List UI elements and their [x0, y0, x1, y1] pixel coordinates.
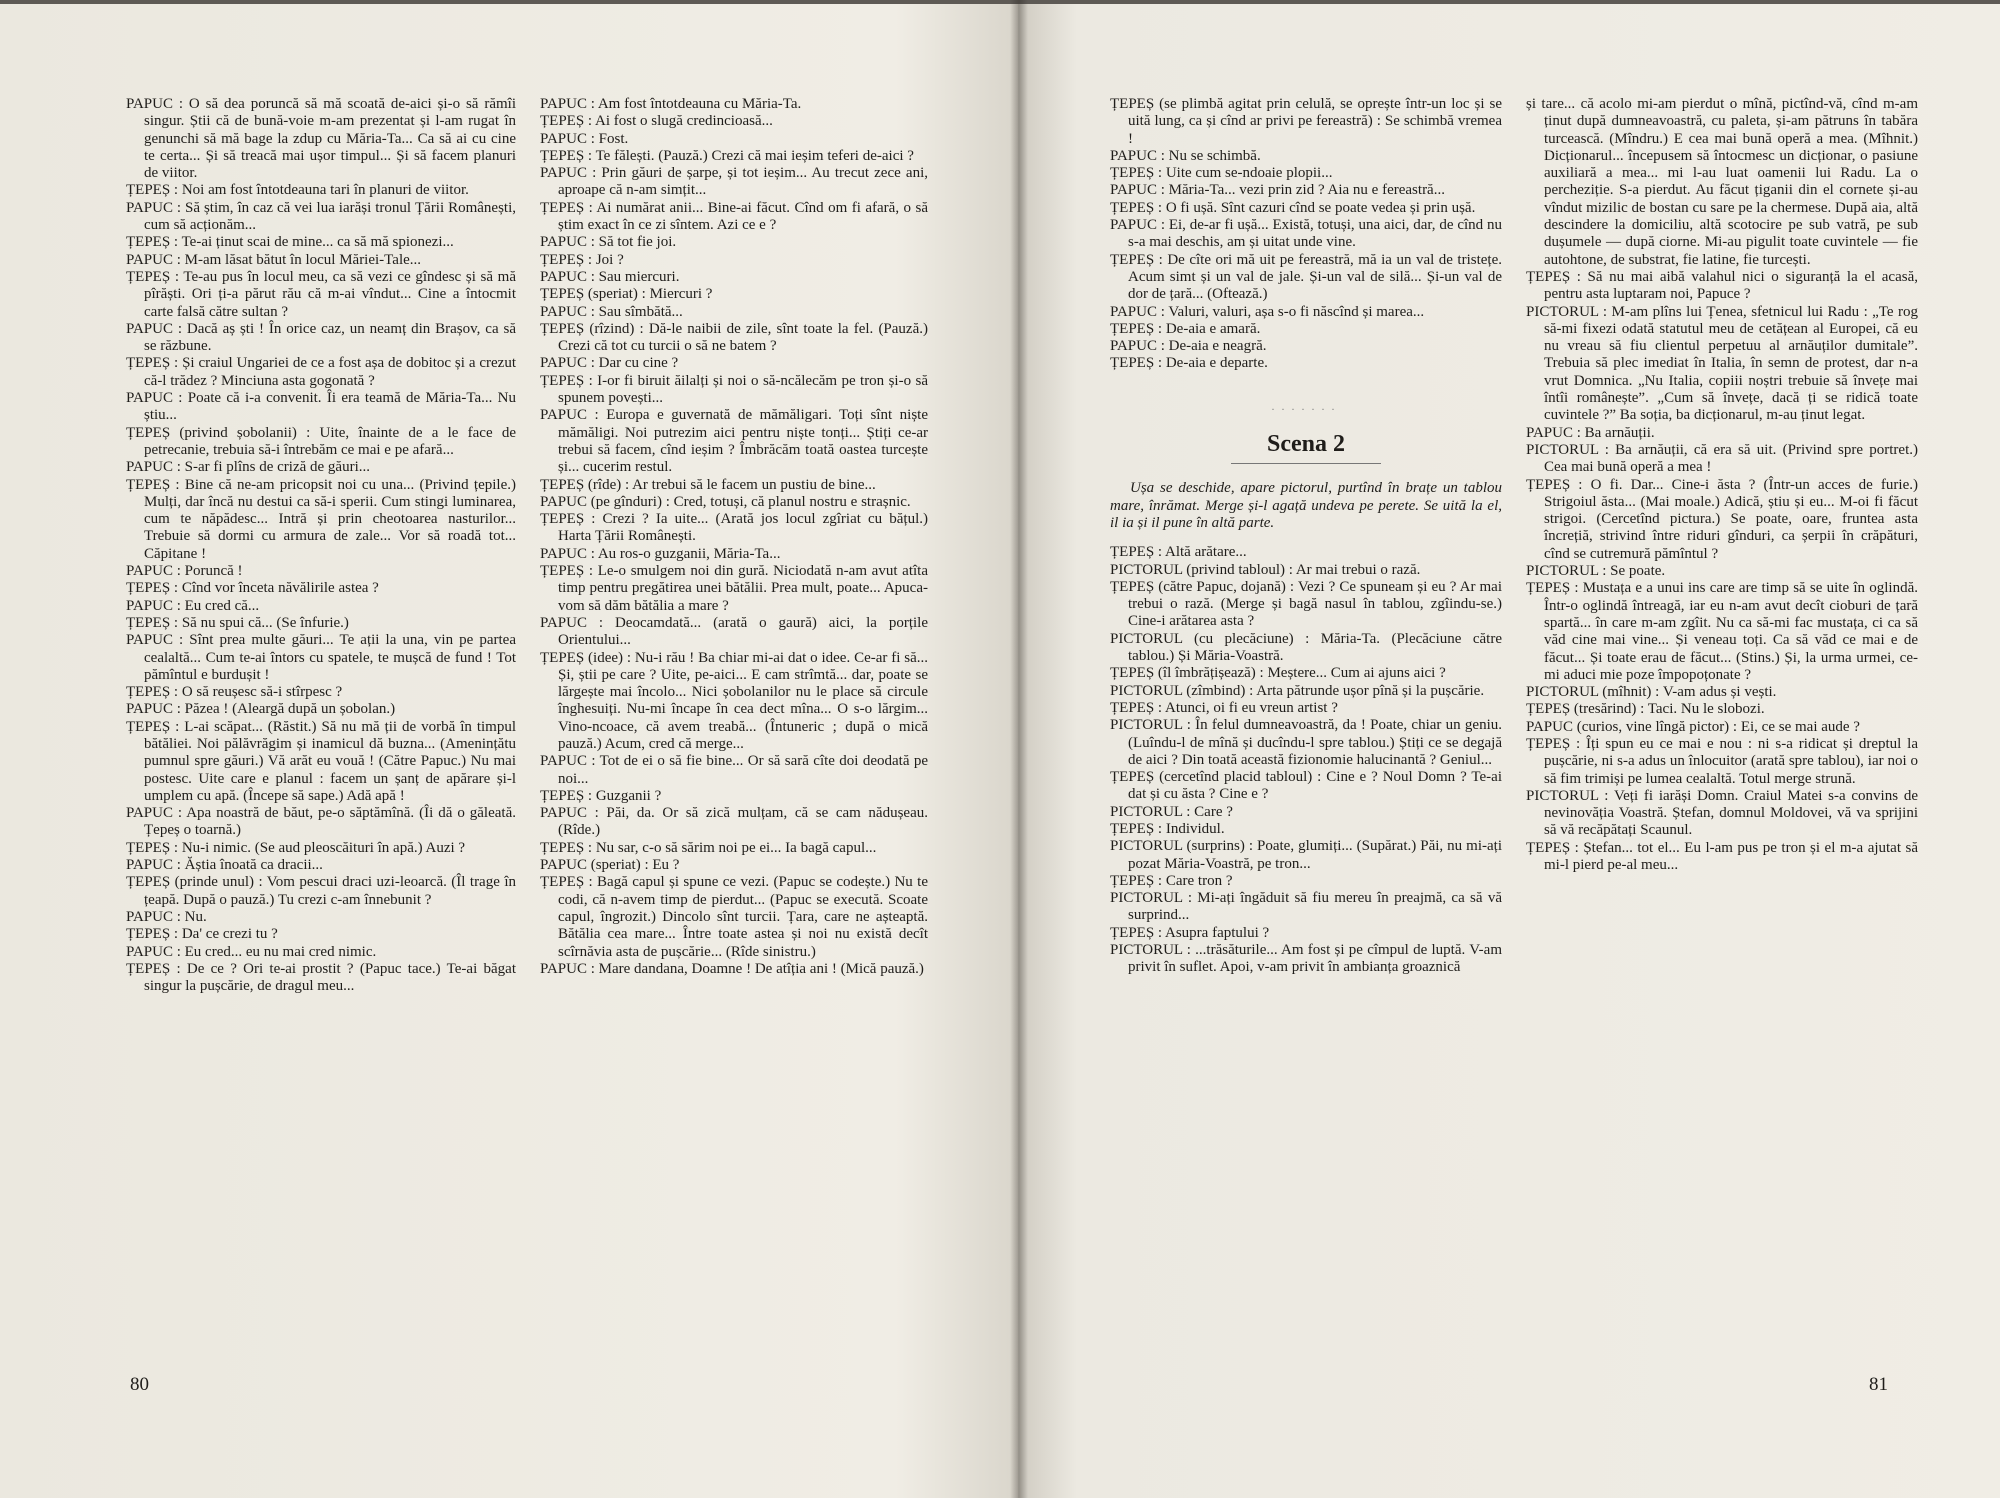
right-page-column-1: [1110, 96, 1502, 1418]
dialogue-line: ȚEPEȘ (speriat) : Miercuri ?: [540, 286, 713, 303]
dialogue-line: PAPUC : Fost.: [540, 130, 629, 147]
dialogue-line: ȚEPEȘ : I-or fi biruit ăilalți și noi o să-ncălecăm pe tron și-o să spunem povești...: [540, 372, 928, 407]
dialogue-line: PICTORUL : Veți fi iarăși Domn. Craiul Matei s-a convins de nevinovăția Voastră. Ștefan, domnul Moldovei, vă va sprijini să vă recăpătați Scaunul.: [1526, 787, 1918, 839]
dialogue-line: ȚEPEȘ : Cînd vor înceta năvălirile astea ?: [126, 580, 379, 597]
dialogue-line: PAPUC : Europa e guvernată de mămăligari. Toți sînt niște mămăligi. Noi putrezim aici pentru niște tonți... Știți ce-ar trebui să facem, cînd ieșim ? Îmbrăcăm toată oastea turcește și... cucerim restul.: [540, 407, 928, 476]
dialogue-line: ȚEPEȘ : Bagă capul și spune ce vezi. (Papuc se codește.) Nu te codi, că n-avem timp de pierdut... (Papuc se execută. Scoate capul, îngrozit.) Dincolo sînt turcii. Țara, care ne așteaptă. Bătălia cea mare... Între toate astea și noi nu există decît scîrnăvia asta de pușcărie... (Rîde sinistru.): [540, 874, 928, 960]
dialogue-line: ȚEPEȘ : Ai numărat anii... Bine-ai făcut. Cînd om fi afară, o să știm exact în ce zi sîntem. Azi ce e ?: [540, 199, 928, 234]
dialogue-line: ȚEPEȘ : Ștefan... tot el... Eu l-am pus pe tron și el m-a ajutat să mi-l pierd pe-al meu...: [1526, 839, 1918, 874]
dialogue-line: PAPUC : Deocamdată... (arată o gaură) aici, la porțile Orientului...: [540, 614, 928, 649]
page-number-right: 81: [1869, 1374, 1888, 1395]
scene-title: Scena 2: [1267, 431, 1345, 458]
dialogue-line: ȚEPEȘ : Mustața e a unui ins care are timp să se uite în oglindă. Într-o oglindă întreagă, iar eu n-am avut decît cioburi de țară spartă... în care m-am zgîit. Nu ca să-mi fac mustața, ci ca să văd cine mai vine... Și veneau toți. Ca să văd ce mai e de făcut... Și toate erau de făcut... (Stins.) Și, la urma urmei, ce-mi aduci mie poze împopoțonate ?: [1526, 580, 1918, 683]
dialogue-line: PAPUC : Prin găuri de șarpe, și tot ieșim... Au trecut zece ani, aproape că n-am simțit...: [540, 165, 928, 199]
dialogue-line: ȚEPEȘ : De-aia e amară.: [1110, 320, 1261, 337]
dialogue-line: ȚEPEȘ : De-aia e departe.: [1110, 355, 1268, 372]
dialogue-line: PICTORUL (mîhnit) : V-am adus și vești.: [1526, 684, 1777, 701]
dialogue-line: ȚEPEȘ : Crezi ? Ia uite... (Arată jos locul zgîriat cu bățul.) Harta Țării Românești.: [540, 511, 928, 545]
dialogue-line: ȚEPEȘ : Le-o smulgem noi din gură. Niciodată n-am avut atîta timp pentru pregătirea unei bătălii. Prea mult, poate... Apuca-vom să dăm bătălia a mare ?: [540, 563, 928, 614]
dialogue-line: ȚEPEȘ (privind șobolanii) : Uite, înainte de a le face de petrecanie, trebuia să-i întrebăm ce mai e pe afară...: [126, 424, 516, 458]
dialogue-line: PAPUC : M-am lăsat bătut în locul Măriei-Tale...: [126, 251, 422, 268]
dialogue-line: ȚEPEȘ : Individul.: [1110, 820, 1225, 837]
dialogue-line: PAPUC : Eu cred... eu nu mai cred nimic.: [126, 943, 377, 960]
dialogue-line: ȚEPEȘ (rîzind) : Dă-le naibii de zile, sînt toate la fel. (Pauză.) Crezi că tot cu turcii o să ne batem ?: [540, 320, 928, 355]
dialogue-line: ȚEPEȘ : Îți spun eu ce mai e nou : ni s-a ridicat și dreptul la pușcărie, ni s-a adus un înlocuitor (arată spre tablou), iar noi o să fim trimiși pe lumea cealaltă. Totul merge strună.: [1526, 735, 1918, 787]
dialogue-line: ȚEPEȘ (îl îmbrățișează) : Meștere... Cum ai ajuns aici ?: [1110, 665, 1446, 682]
section-dots: ·······: [1271, 401, 1341, 416]
left-page: [0, 4, 1018, 1498]
dialogue-line: PAPUC : Tot de ei o să fie bine... Or să sară cîte doi deodată pe noi...: [540, 753, 928, 787]
dialogue-line: PAPUC : Păzea ! (Aleargă după un șobolan.): [126, 701, 396, 718]
dialogue-line: ȚEPEȘ : Noi am fost întotdeauna tari în planuri de viitor.: [126, 182, 469, 199]
dialogue-line: PAPUC (speriat) : Eu ?: [540, 857, 680, 874]
dialogue-line: PICTORUL : Se poate.: [1526, 563, 1666, 580]
dialogue-line: PAPUC : Sau miercuri.: [540, 268, 680, 285]
dialogue-line: PAPUC : Nu.: [126, 908, 207, 925]
dialogue-line: ȚEPEȘ : Să nu mai aibă valahul nici o siguranță la el acasă, pentru asta luptaram noi, Papuce ?: [1526, 268, 1918, 303]
scene-title-rule: [1231, 463, 1381, 464]
dialogue-line: ȚEPEȘ : Uite cum se-ndoaie plopii...: [1110, 165, 1333, 182]
dialogue-line: PICTORUL (cu plecăciune) : Măria-Ta. (Plecăciune către tablou.) Și Măria-Voastră.: [1110, 630, 1502, 665]
dialogue-line: ȚEPEȘ : Și craiul Ungariei de ce a fost așa de dobitoc și a crezut că-l trădez ? Minciuna asta gogonată ?: [126, 355, 516, 389]
dialogue-line: ȚEPEȘ (idee) : Nu-i rău ! Ba chiar mi-ai dat o idee. Ce-ar fi să... Și, știi pe care ? Uite, pe-aici... E cam strîmtă... dar, poate se lărgește mai încolo... Nici șobolanilor nu le place să circule înghesuiți. Nu-mi încape în cea dect mîna... O s-o lărgim... Vino-ncoace, că avem treabă... (Întuneric ; după o mică pauză.) Acum, cred că merge...: [540, 649, 928, 752]
dialogue-line: ȚEPEȘ (rîde) : Ar trebui să le facem un pustiu de bine...: [540, 476, 876, 493]
dialogue-line: ȚEPEȘ : Da' ce crezi tu ?: [126, 926, 278, 943]
dialogue-line: PICTORUL : În felul dumneavoastră, da ! Poate, chiar un geniu. (Luîndu-l de mînă și ducîndu-l spre tablou.) Știți ce se degajă de aici ? Din toată această fizionomie halucinantă ? Geniul...: [1110, 717, 1502, 768]
dialogue-line: PAPUC : Măria-Ta... vezi prin zid ? Aia nu e fereastră...: [1110, 182, 1445, 199]
dialogue-line: PAPUC : S-ar fi plîns de criză de găuri...: [126, 459, 370, 476]
dialogue-line: PAPUC : Au ros-o guzganii, Măria-Ta...: [540, 545, 781, 562]
right-page-column-2: [1526, 96, 1918, 1418]
dialogue-line: PAPUC (curios, vine lîngă pictor) : Ei, ce se mai aude ?: [1526, 718, 1860, 735]
dialogue-line: ȚEPEȘ : O să reușesc să-i stîrpesc ?: [126, 684, 343, 701]
dialogue-line: ȚEPEȘ : De cîte ori mă uit pe fereastră, mă ia un val de tristețe. Acum simt și un val de jale. Și-un val de silă... Și-un val de dor de țară... (Oftează.): [1110, 251, 1502, 303]
dialogue-line: ȚEPEȘ : Să nu spui că... (Se înfurie.): [126, 614, 349, 631]
dialogue-line: ȚEPEȘ (către Papuc, dojană) : Vezi ? Ce spuneam și eu ? Ar mai trebui o rază. (Merge și bagă nasul în tablou, zgîindu-se.) Cine-i arătarea asta ?: [1110, 578, 1502, 630]
dialogue-line: ȚEPEȘ : Guzganii ?: [540, 787, 662, 804]
dialogue-line: ȚEPEȘ : De ce ? Ori te-ai prostit ? (Papuc tace.) Te-ai băgat singur la pușcărie, de dragul meu...: [126, 960, 516, 995]
dialogue-line: ȚEPEȘ : Te-au pus în locul meu, ca să vezi ce gîndesc și să mă pîrăști. Ori ți-a părut rău că m-ai vîndut... Cine a întocmit carte falsă către sultan ?: [126, 268, 516, 320]
dialogue-line: ȚEPEȘ (prinde unul) : Vom pescui draci uzi-leoarcă. (Îl trage în țeapă. După o pauză.) Tu crezi c-am înnebunit ?: [126, 874, 516, 908]
dialogue-line: PAPUC : Să tot fie joi.: [540, 234, 677, 251]
dialogue-line: PAPUC (pe gînduri) : Cred, totuși, că planul nostru e strașnic.: [540, 493, 911, 510]
dialogue-line: ȚEPEȘ : Atunci, oi fi eu vreun artist ?: [1110, 699, 1338, 716]
dialogue-line: PAPUC : Ei, de-ar fi ușă... Există, totuși, una aici, dar, de cînd nu s-a mai deschis, am și uitat unde vine.: [1110, 217, 1502, 251]
right-page: [1018, 4, 2000, 1498]
dialogue-line: PAPUC : Păi, da. Or să zică mulțam, că se cam nădușeau. (Rîde.): [540, 805, 928, 839]
scene-stage-direction: Ușa se deschide, apare pictorul, purtînd în brațe un tablou mare, înrămat. Merge și-l agață undeva pe perete. Se uită la el, il ia și il pune în altă parte.: [1110, 480, 1502, 531]
book-gutter: [1010, 0, 1028, 1498]
dialogue-line: PAPUC : Poate că i-a convenit. Îi era teamă de Măria-Ta... Nu știu...: [126, 390, 516, 424]
dialogue-line: ȚEPEȘ : L-ai scăpat... (Răstit.) Să nu mă ții de vorbă în timpul bătăliei. Noi pălăvrăgim și inamicul dă buzna... (Amenințătu pumnul spre găuri.) Vă arăt eu vouă ! (Către Papuc.) Nu mai postesc. Uite care e planul : facem un șanț de apărare și-l umplem cu apă. (Începe să sape.) Adă apă !: [126, 718, 516, 804]
dialogue-line: ȚEPEȘ : Altă arătare...: [1110, 544, 1247, 561]
dialogue-line: PAPUC : Mare dandana, Doamne ! De atîția ani ! (Mică pauză.): [540, 960, 924, 977]
dialogue-line: PICTORUL : M-am plîns lui Țenea, sfetnicul lui Radu : „Te rog să-mi fixezi odată statutul meu de cetățean al Europei, că eu nu vreau să fiu clientul perpetuu al arnăuților dumitale”. Trebuia să plec imediat în Italia, în semn de protest, dar n-a vrut Domnica. „Nu Italia, copiii noștri trebuie să învețe mai întîi românește”. „Cum să învețe, dacă ți se ridică toate cuvintele ?” Ba soția, ba dicționarul, m-au ținut legat.: [1526, 303, 1918, 424]
page-number-left: 80: [130, 1374, 149, 1395]
dialogue-line: PAPUC : Dacă aș ști ! În orice caz, un neamț din Brașov, ca să se răzbune.: [126, 320, 516, 355]
dialogue-line: PAPUC : Sînt prea multe găuri... Te ații la una, vin pe partea cealaltă... Cum te-ai întors cu spatele, te mușcă de fund ! Tot pămîntul e burdușit !: [126, 632, 516, 683]
dialogue-line: ȚEPEȘ : O fi. Dar... Cine-i ăsta ? (Într-un acces de furie.) Strigoiul ăsta... (Mai moale.) Adică, știu și eu... M-oi fi făcut strigoi. (Cercetînd pictura.) Se poate, oare, fruntea asta încrețiă, strivind între riduri gînduri, ca șerpii în crăpături, cînd se cutremură pămîntul ?: [1526, 476, 1918, 562]
dialogue-line: PAPUC : Eu cred că...: [126, 597, 260, 614]
dialogue-line: PICTORUL : Mi-ați îngăduit să fiu mereu în preajmă, ca să vă surprind...: [1110, 890, 1502, 924]
dialogue-line: ȚEPEȘ (se plimbă agitat prin celulă, se oprește într-un loc și se uită lung, ca și cînd ar privi pe fereastră) : Se schimbă vremea !: [1110, 96, 1502, 147]
dialogue-line: PAPUC : Valuri, valuri, așa s-o fi născînd și marea...: [1110, 303, 1425, 320]
dialogue-line: PAPUC : O să dea poruncă să mă scoată de-aici și-o să rămîi singur. Știi că de bună-voie m-am prezentat și l-am rugat în genunchi să mă bage la zdup cu Măria-Ta... Ca să ai cu cine te certa... Și să treacă mai ușor timpul... Și să facem planuri de viitor.: [126, 96, 516, 182]
dialogue-line: PAPUC : De-aia e neagră.: [1110, 338, 1267, 355]
dialogue-line: ȚEPEȘ : Te fălești. (Pauză.) Crezi că mai ieșim teferi de-aici ?: [540, 147, 914, 164]
dialogue-line: ȚEPEȘ : Joi ?: [540, 251, 624, 268]
dialogue-line: ȚEPEȘ : Asupra faptului ?: [1110, 924, 1270, 941]
dialogue-line: PAPUC : Nu se schimbă.: [1110, 147, 1261, 164]
left-page-column-1: [126, 96, 516, 1418]
dialogue-line: ȚEPEȘ (tresărind) : Taci. Nu le slobozi.: [1526, 701, 1765, 718]
dialogue-line: PICTORUL (surprins) : Poate, glumiți... (Supărat.) Păi, nu mi-ați pozat Măria-Voastră, pe tron...: [1110, 838, 1502, 872]
dialogue-line: PAPUC : Sau sîmbătă...: [540, 303, 683, 320]
left-page-column-2: [540, 96, 928, 1418]
dialogue-line: și tare... că acolo mi-am pierdut o mînă, pictînd-vă, cînd m-am ținut după dumneavoastră, cu paleta, și-am pătruns în tabăra turcească. (Mîndru.) E cea mai bună operă a mea. (Mîhnit.) Dicționarul... începusem să întocmesc un dicționar, o pasiune auxiliară a mea... mi l-au luat oamenii lui Radu. La o percheziție. S-a pierdut. Au făcut țiganii din el cornete și-au vîndut mizilic de bostan cu sare pe la chermese. După aia, altă descindere la domiciliu, altă scotocire pe sub vatră, pe sub dușumele — după ciorne. Mi-au pigulit toate cuvintele — fie autohtone, de substrat, fie latine, fie turcești.: [1526, 96, 1918, 268]
dialogue-line: ȚEPEȘ : Te-ai ținut scai de mine... ca să mă spionezi...: [126, 234, 454, 251]
dialogue-line: ȚEPEȘ : Nu sar, c-o să sărim noi pe ei... Ia bagă capul...: [540, 839, 877, 856]
dialogue-line: PICTORUL (zîmbind) : Arta pătrunde ușor pînă și la pușcărie.: [1110, 682, 1485, 699]
dialogue-line: PICTORUL : Care ?: [1110, 803, 1233, 820]
dialogue-line: PICTORUL : Ba arnăuții, că era să uit. (Privind spre portret.) Cea mai bună operă a mea !: [1526, 441, 1918, 476]
dialogue-line: ȚEPEȘ : Bine că ne-am pricopsit noi cu una... (Privind țepile.) Mulți, dar încă nu destui ca să-i sperii. Cum stingi luminarea, cum te năpădesc... Intră și prin cheotoarea nasturilor... Trebuie să dormi cu armura de zale... Vor să roadă tot... Căpitane !: [126, 476, 516, 562]
dialogue-line: PAPUC : Apa noastră de băut, pe-o săptămînă. (Îi dă o găleată. Țepeș o toarnă.): [126, 805, 516, 839]
dialogue-line: ȚEPEȘ : Care tron ?: [1110, 872, 1233, 889]
dialogue-line: PAPUC : Dar cu cine ?: [540, 355, 679, 372]
dialogue-line: PAPUC : Ăștia înoată ca dracii...: [126, 857, 323, 874]
dialogue-line: PAPUC : Am fost întotdeauna cu Măria-Ta.: [540, 96, 802, 112]
dialogue-line: ȚEPEȘ : Nu-i nimic. (Se aud pleoscăituri în apă.) Auzi ?: [126, 839, 466, 856]
dialogue-line: PICTORUL : ...trăsăturile... Am fost și pe cîmpul de luptă. V-am privit în suflet. Apoi, v-am privit în ambianța groaznică: [1110, 942, 1502, 976]
dialogue-line: PAPUC : Ba arnăuții.: [1526, 424, 1655, 441]
dialogue-line: ȚEPEȘ (cercetînd placid tabloul) : Cine e ? Noul Domn ? Te-ai dat și cu ăsta ? Cine e ?: [1110, 769, 1502, 803]
dialogue-line: PICTORUL (privind tabloul) : Ar mai trebui o rază.: [1110, 561, 1421, 578]
dialogue-line: PAPUC : Să știm, în caz că vei lua iarăși tronul Țării Românești, cum să acționăm...: [126, 199, 516, 234]
dialogue-line: PAPUC : Poruncă !: [126, 563, 243, 580]
dialogue-line: ȚEPEȘ : O fi ușă. Sînt cazuri cînd se poate vedea și prin ușă.: [1110, 199, 1476, 216]
dialogue-line: ȚEPEȘ : Ai fost o slugă credincioasă...: [540, 113, 773, 130]
